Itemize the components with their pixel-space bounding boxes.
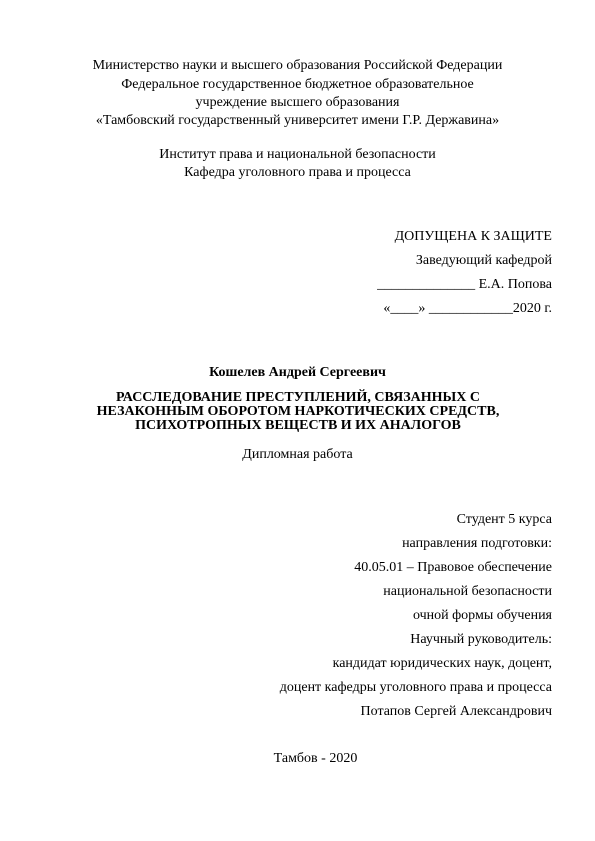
student-info-line-2: направления подготовки: [402,536,552,551]
department-line: Кафедра уголовного права и процесса [184,165,411,180]
university-line: «Тамбовский государственный университет имени Г.Р. Державина» [95,113,500,128]
work-type: Дипломная работа [242,447,353,462]
city-year: Тамбов - 2020 [273,751,358,766]
author-name: Кошелев Андрей Сергеевич [209,365,386,380]
supervisor-label: Научный руководитель: [410,632,552,647]
student-info-line-5: очной формы обучения [412,608,552,623]
institution-type-line: Федеральное государственное бюджетное образовательное [121,77,474,92]
institute-line: Институт права и национальной безопасности [159,147,436,162]
thesis-title-line-3: ПСИХОТРОПНЫХ ВЕЩЕСТВ И ИХ АНАЛОГОВ [135,418,461,433]
student-info-line-4: национальной безопасности [383,584,552,599]
approval-heading: ДОПУЩЕНА К ЗАЩИТЕ [394,229,552,244]
supervisor-degree: кандидат юридических наук, доцент, [332,656,552,671]
approval-date-line: «____» ____________2020 г. [383,301,552,316]
approval-signature-line: ______________ Е.А. Попова [377,277,552,292]
supervisor-position: доцент кафедры уголовного права и процесса [279,680,552,695]
ministry-line: Министерство науки и высшего образования Российской Федерации [92,58,503,73]
thesis-title [0,391,595,433]
student-info-line-3: 40.05.01 – Правовое обеспечение [354,560,552,575]
student-info-line-1: Студент 5 курса [456,512,552,527]
thesis-title-line-2: НЕЗАКОННЫМ ОБОРОТОМ НАРКОТИЧЕСКИХ СРЕДСТВ, [96,404,500,419]
supervisor-name: Потапов Сергей Александрович [360,704,552,719]
thesis-title-line-1: РАССЛЕДОВАНИЕ ПРЕСТУПЛЕНИЙ, СВЯЗАННЫХ С [116,390,480,405]
approval-role: Заведующий кафедрой [415,253,552,268]
institution-type-line-2: учреждение высшего образования [195,95,400,110]
